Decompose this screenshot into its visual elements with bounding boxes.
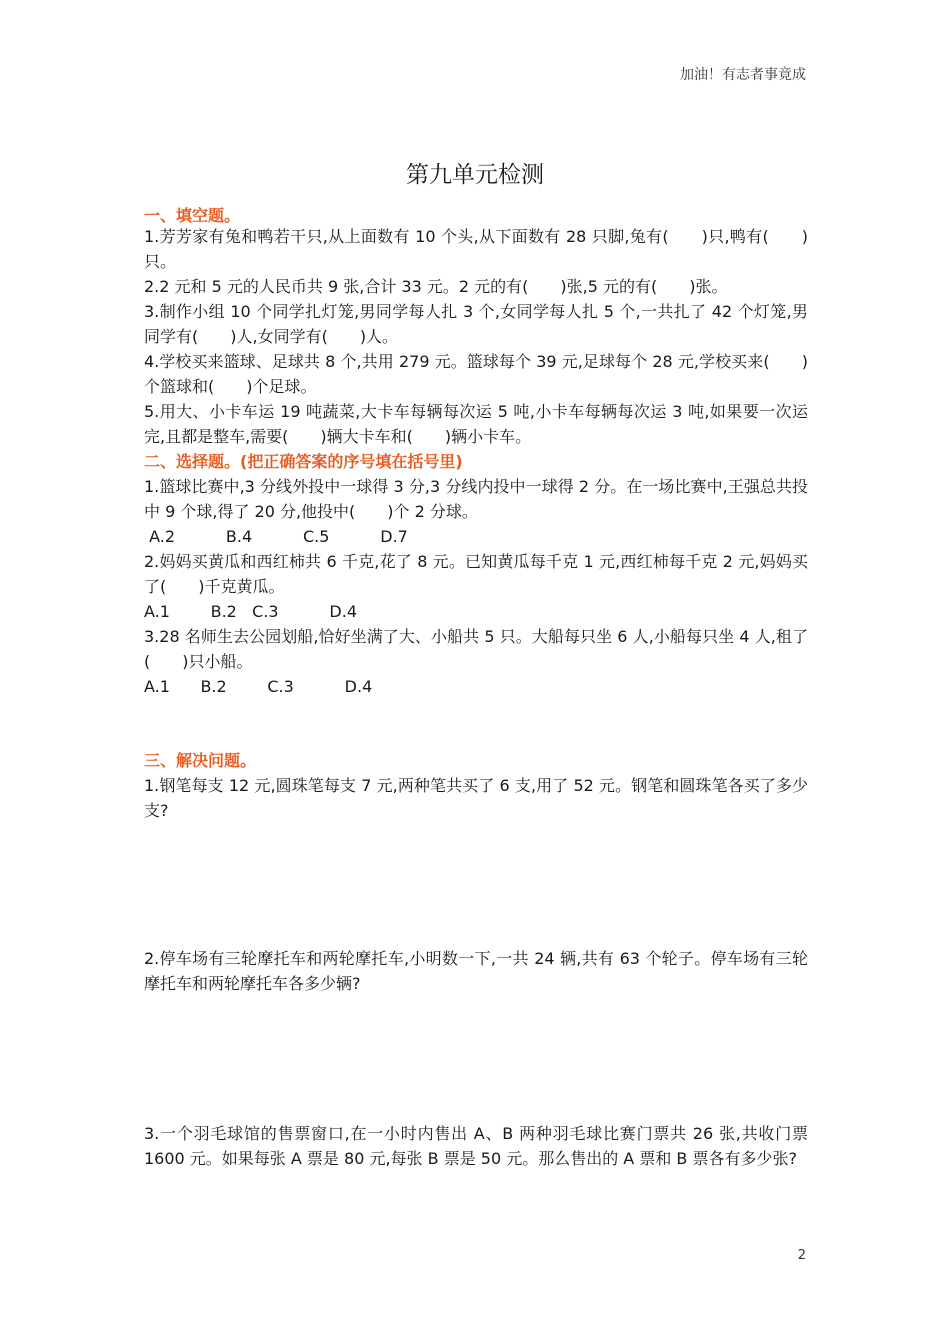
fill-question-3: 3.制作小组 10 个同学扎灯笼,男同学每人扎 3 个,女同学每人扎 5 个,一共扎了 42 个灯笼,男同学有( )人,女同学有( )人。 bbox=[144, 302, 808, 346]
fill-question-4: 4.学校买来篮球、足球共 8 个,共用 279 元。篮球每个 39 元,足球每个 28 元,学校买来( )个篮球和( )个足球。 bbox=[144, 352, 808, 396]
header-motto: 加油！有志者事竟成 bbox=[680, 67, 806, 83]
choice-question-1: 1.篮球比赛中,3 分线外投中一球得 3 分,3 分线内投中一球得 2 分。在一场比赛中,王强总共投中 9 个球,得了 20 分,他投中( )个 2 分球。 bbox=[144, 477, 808, 521]
choice-question-3-options: A.1 B.2 C.3 D.4 bbox=[144, 677, 373, 696]
solve-question-1: 1.钢笔每支 12 元,圆珠笔每支 7 元,两种笔共买了 6 支,用了 52 元。钢笔和圆珠笔各买了多少支? bbox=[144, 776, 808, 820]
fill-question-1: 1.芳芳家有兔和鸭若干只,从上面数有 10 个头,从下面数有 28 只脚,兔有( )只,鸭有( )只。 bbox=[144, 227, 808, 271]
solve-question-3: 3.一个羽毛球馆的售票窗口,在一小时内售出 A、B 两种羽毛球比赛门票共 26 张,共收门票 1600 元。如果每张 A 票是 80 元,每张 B 票是 50 元。那么售出的 A 票和 B 票各有多少张? bbox=[144, 1124, 808, 1168]
solve-question-2: 2.停车场有三轮摩托车和两轮摩托车,小明数一下,一共 24 辆,共有 63 个轮子。停车场有三轮摩托车和两轮摩托车各多少辆? bbox=[144, 949, 808, 993]
section-solve-heading: 三、解决问题。 bbox=[144, 751, 257, 770]
choice-question-1-options: A.2 B.4 C.5 D.7 bbox=[144, 527, 408, 546]
fill-question-5: 5.用大、小卡车运 19 吨蔬菜,大卡车每辆每次运 5 吨,小卡车每辆每次运 3 吨,如果要一次运完,且都是整车,需要( )辆大卡车和( )辆小卡车。 bbox=[144, 402, 808, 446]
section-fill-heading: 一、填空题。 bbox=[144, 206, 241, 225]
page-number: 2 bbox=[797, 1248, 806, 1263]
choice-question-3: 3.28 名师生去公园划船,恰好坐满了大、小船共 5 只。大船每只坐 6 人,小船每只坐 4 人,租了( )只小船。 bbox=[144, 627, 808, 671]
choice-question-2-options: A.1 B.2 C.3 D.4 bbox=[144, 602, 357, 621]
choice-question-2: 2.妈妈买黄瓜和西红柿共 6 千克,花了 8 元。已知黄瓜每千克 1 元,西红柿每千克 2 元,妈妈买了( )千克黄瓜。 bbox=[144, 552, 808, 596]
page-title: 第九单元检测 bbox=[406, 162, 544, 188]
fill-question-2: 2.2 元和 5 元的人民币共 9 张,合计 33 元。2 元的有( )张,5 元的有( )张。 bbox=[144, 277, 728, 296]
section-choice-heading: 二、选择题。(把正确答案的序号填在括号里) bbox=[144, 452, 463, 471]
